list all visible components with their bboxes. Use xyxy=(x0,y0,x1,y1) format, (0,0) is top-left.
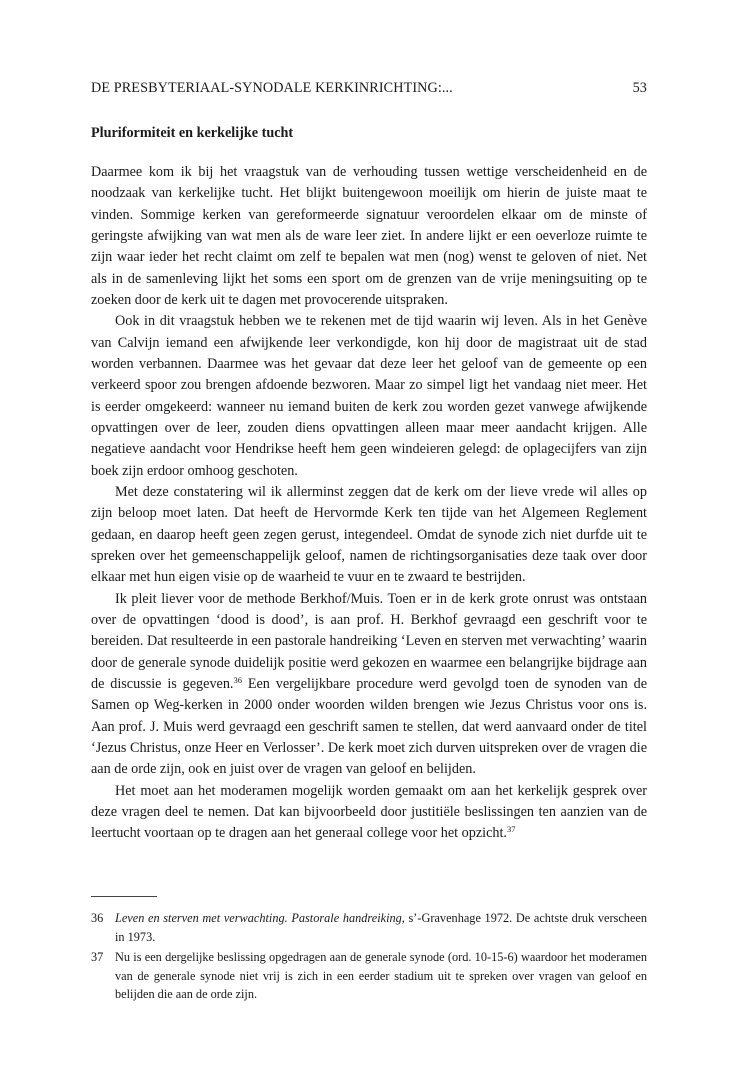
footnotes xyxy=(91,909,647,1006)
footnote-ref-37[interactable]: 37 xyxy=(506,824,516,835)
section-heading: Pluriformiteit en kerkelijke tucht xyxy=(91,125,294,141)
paragraph-5 xyxy=(91,781,647,845)
footnote-36 xyxy=(91,909,647,946)
footnote-ref-36[interactable]: 36 xyxy=(233,674,242,685)
paragraph-4-text-b: Een vergelijkbare procedure werd gevolgd toen de synoden van de Samen op Weg-kerken in 2000 onder woorden wilden brengen wie Jezus Christus voor ons is. Aan prof. J. Muis werd gevraagd een geschrift samen te stellen, dat werd aanvaard onder de titel ‘Jezus Christus, onze Heer en Verlosser’. De kerk moet zich durven uitspreken over de vragen die aan de orde zijn, ook en juist over de vragen van geloof en belijden. xyxy=(91,675,647,778)
paragraph-2: Ook in dit vraagstuk hebben we te rekenen met de tijd waarin wij leven. Als in het Genève van Calvijn iemand een afwijkende leer verkondigde, kon hij door de magistraat uit de stad worden verbannen. Daarmee was het gevaar dat deze leer het geloof van de gemeente op een verkeerd spoor zou brengen afdoende bezworen. Maar zo simpel ligt het vandaag niet meer. Het is eerder omgekeerd: wanneer nu iemand buiten de kerk zou worden gezet vanwege afwijkende opvattingen over de leer, zouden diens opvattingen alleen maar meer aandacht krijgen. Alle negatieve aandacht voor Hendrikse heeft hem geen windeieren gelegd: de oplagecijfers van zijn boek zijn erdoor omhoog geschoten. xyxy=(91,313,647,479)
book-page xyxy=(91,0,647,1068)
paragraph-4 xyxy=(91,589,647,781)
footnote-italic-title: Leven en sterven met verwachting. Pastorale handreiking, xyxy=(115,911,405,925)
footnote-text-rest: s’-Gravenhage 1972. De achtste druk verscheen in 1973. xyxy=(115,911,648,944)
footnote-divider xyxy=(91,896,157,897)
footnote-number: 36 xyxy=(91,911,104,925)
paragraph-4-text-a: Ik pleit liever voor de methode Berkhof/Muis. Toen er in de kerk grote onrust was ontstaan over de opvattingen ‘dood is dood’, is aan prof. H. Berkhof gevraagd een geschrift voor te bereiden. Dat resulteerde in een pastorale handreiking ‘Leven en sterven met verwachting’ waarin door de generale synode duidelijk positie werd gekozen en waarmee een belangrijke bijdrage aan de discussie is gegeven. xyxy=(91,590,647,692)
paragraph-1: Daarmee kom ik bij het vraagstuk van de verhouding tussen wettige verscheidenheid en de noodzaak van kerkelijke tucht. Het blijkt buitengewoon moeilijk om hierin de juiste maat te vinden. Sommige kerken van gereformeerde signatuur veroordelen elkaar om de minste of geringste afwijking van wat men als de ware leer ziet. In andere lijkt er een oeverloze ruimte te zijn waar ieder het recht claimt om zelf te bepalen wat men (nog) wenst te geloven of niet. Net als in de samenleving lijkt het soms een sport om de grenzen van de vrije meningsuiting op te zoeken door de kerk uit te dagen met provocerende uitspraken. xyxy=(91,164,647,308)
footnote-text: Nu is een dergelijke beslissing opgedragen aan de generale synode (ord. 10-15-6) waardoor het moderamen van de generale synode niet vrij is zich in een eerder stadium uit te spreken over vragen van geloof en belijden die aan de orde zijn. xyxy=(115,950,647,1002)
body-text xyxy=(91,162,647,845)
running-title: DE PRESBYTERIAAL-SYNODALE KERKINRICHTING:... xyxy=(91,80,453,96)
footnote-number: 37 xyxy=(91,950,104,965)
page-number: 53 xyxy=(632,80,647,96)
footnote-37 xyxy=(91,948,647,1004)
running-header xyxy=(91,80,647,100)
paragraph-5-text: Het moet aan het moderamen mogelijk worden gemaakt om aan het kerkelijk gesprek over deze vragen deel te nemen. Dat kan bijvoorbeeld door justitiële beslissingen ten aanzien van de leertucht voortaan op te dragen aan het generaal college voor het opzicht. xyxy=(91,782,647,842)
footnote-text xyxy=(115,909,647,946)
paragraph-3: Met deze constatering wil ik allerminst zeggen dat de kerk om der lieve vrede wil alles op zijn beloop moet laten. Dat heeft de Hervormde Kerk ten tijde van het Algemeen Reglement gedaan, en daarop heeft geen zegen gerust, integendeel. Omdat de synode zich niet durfde uit te spreken over het gemeenschappelijk geloof, namen de richtingsorganisaties deze taak over door elkaar met hun eigen visie op de waarheid te vuur en te zwaard te bestrijden. xyxy=(91,483,647,586)
